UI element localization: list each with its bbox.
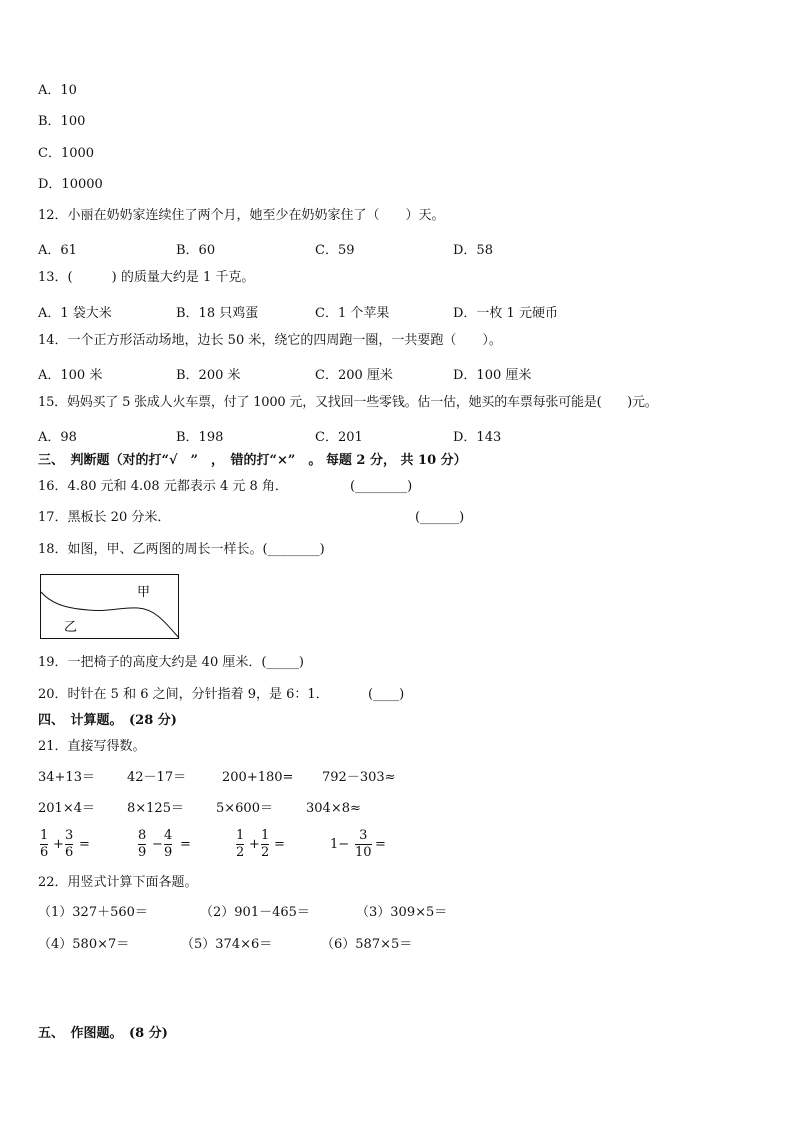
q15-option-b: B．198 (176, 430, 224, 445)
q16-stem: 16．4.80 元和 4.08 元都表示 4 元 8 角． (38, 479, 288, 494)
q21-r2-item-3: 5×600＝ (216, 801, 273, 816)
fraction: 1 2 (236, 828, 245, 860)
equals: = (79, 837, 90, 852)
q22-stem: 22．用竖式计算下面各题。 (38, 875, 198, 890)
q15-option-a: A．98 (38, 430, 77, 445)
q21-r1-item-3: 200+180= (222, 770, 294, 785)
q21-r1-item-1: 34+13＝ (38, 770, 95, 785)
q21-r2-item-1: 201×4＝ (38, 801, 95, 816)
equals: = (375, 837, 386, 852)
section3-title: 三、 判断题（对的打“√ ” ， 错的打“×” 。 每题 2 分， 共 10 分） (38, 453, 467, 468)
q12-option-d: D．58 (453, 243, 493, 258)
q14-stem: 14．一个正方形活动场地，边长 50 米，绕它的四周跑一圈，一共要跑（ ）。 (38, 333, 502, 348)
q19-stem: 19．一把椅子的高度大约是 40 厘米．(_____) (38, 655, 304, 670)
q22-item-1: （1）327＋560＝ (38, 905, 148, 920)
q21-r1-item-2: 42－17＝ (127, 770, 187, 785)
q12-option-c: C．59 (315, 243, 355, 258)
q21-r2-item-4: 304×8≈ (306, 801, 361, 816)
q18-label-yi: 乙 (64, 620, 78, 635)
q21-r2-item-2: 8×125＝ (127, 801, 184, 816)
q18-label-jia: 甲 (137, 585, 151, 600)
q13-option-d: D．一枚 1 元硬币 (453, 306, 558, 321)
q16-answer-blank[interactable]: (________) (350, 479, 413, 494)
q13-stem: 13．( ) 的质量大约是 1 千克。 (38, 270, 255, 285)
q11-option-b: B．100 (38, 114, 86, 129)
q14-option-b: B．200 米 (176, 368, 241, 383)
q21-stem: 21．直接写得数。 (38, 739, 146, 754)
q18-figure-curve (41, 592, 179, 638)
q22-item-2: （2）901－465＝ (200, 905, 310, 920)
q17-answer-blank[interactable]: (______) (415, 510, 465, 525)
q11-option-c: C．1000 (38, 146, 95, 161)
fraction: 1 2 (261, 828, 270, 860)
q12-option-b: B．60 (176, 243, 216, 258)
q13-option-a: A．1 袋大米 (38, 306, 112, 321)
fraction: 3 6 (65, 828, 74, 860)
fraction: 4 9 (164, 828, 173, 860)
q14-option-c: C．200 厘米 (315, 368, 393, 383)
q21-r1-item-4: 792－303≈ (322, 770, 396, 785)
q14-option-a: A．100 米 (38, 368, 103, 383)
q13-option-c: C．1 个苹果 (315, 306, 390, 321)
operator: − (152, 837, 163, 852)
q18-stem: 18．如图，甲、乙两图的周长一样长。(________) (38, 542, 325, 557)
q11-option-d: D．10000 (38, 177, 103, 192)
q11-option-a: A．10 (38, 83, 77, 98)
q15-option-c: C．201 (315, 430, 363, 445)
q15-option-d: D．143 (453, 430, 502, 445)
operator: + (249, 837, 260, 852)
q12-option-a: A．61 (38, 243, 77, 258)
q22-item-5: （5）374×6＝ (181, 937, 273, 952)
fraction: 3 10 (355, 828, 372, 860)
q22-item-4: （4）580×7＝ (38, 937, 130, 952)
operator: + (53, 837, 64, 852)
q18-figure-border (41, 575, 179, 639)
fraction: 8 9 (138, 828, 147, 860)
prefix: 1− (330, 837, 350, 852)
equals: = (274, 837, 285, 852)
q20-stem: 20．时针在 5 和 6 之间，分针指着 9，是 6：1． (38, 687, 329, 702)
fraction: 1 6 (40, 828, 49, 860)
q12-stem: 12．小丽在奶奶家连续住了两个月，她至少在奶奶家住了（ ）天。 (38, 208, 445, 223)
q13-option-b: B．18 只鸡蛋 (176, 306, 259, 321)
q17-stem: 17．黑板长 20 分米． (38, 510, 171, 525)
q18-figure-svg (40, 574, 180, 640)
q20-answer-blank[interactable]: (____) (368, 687, 405, 702)
q22-item-3: （3）309×5＝ (356, 905, 448, 920)
section4-title: 四、 计算题。 (28 分) (38, 713, 177, 728)
equals: = (180, 837, 191, 852)
q18-figure (40, 574, 180, 640)
q15-stem: 15．妈妈买了 5 张成人火车票，付了 1000 元，又找回一些零钱。估一估，她买的车票每张可能是( )元。 (38, 395, 658, 410)
q14-option-d: D．100 厘米 (453, 368, 532, 383)
q22-item-6: （6）587×5＝ (321, 937, 413, 952)
section5-title: 五、 作图题。 (8 分) (38, 1026, 168, 1041)
